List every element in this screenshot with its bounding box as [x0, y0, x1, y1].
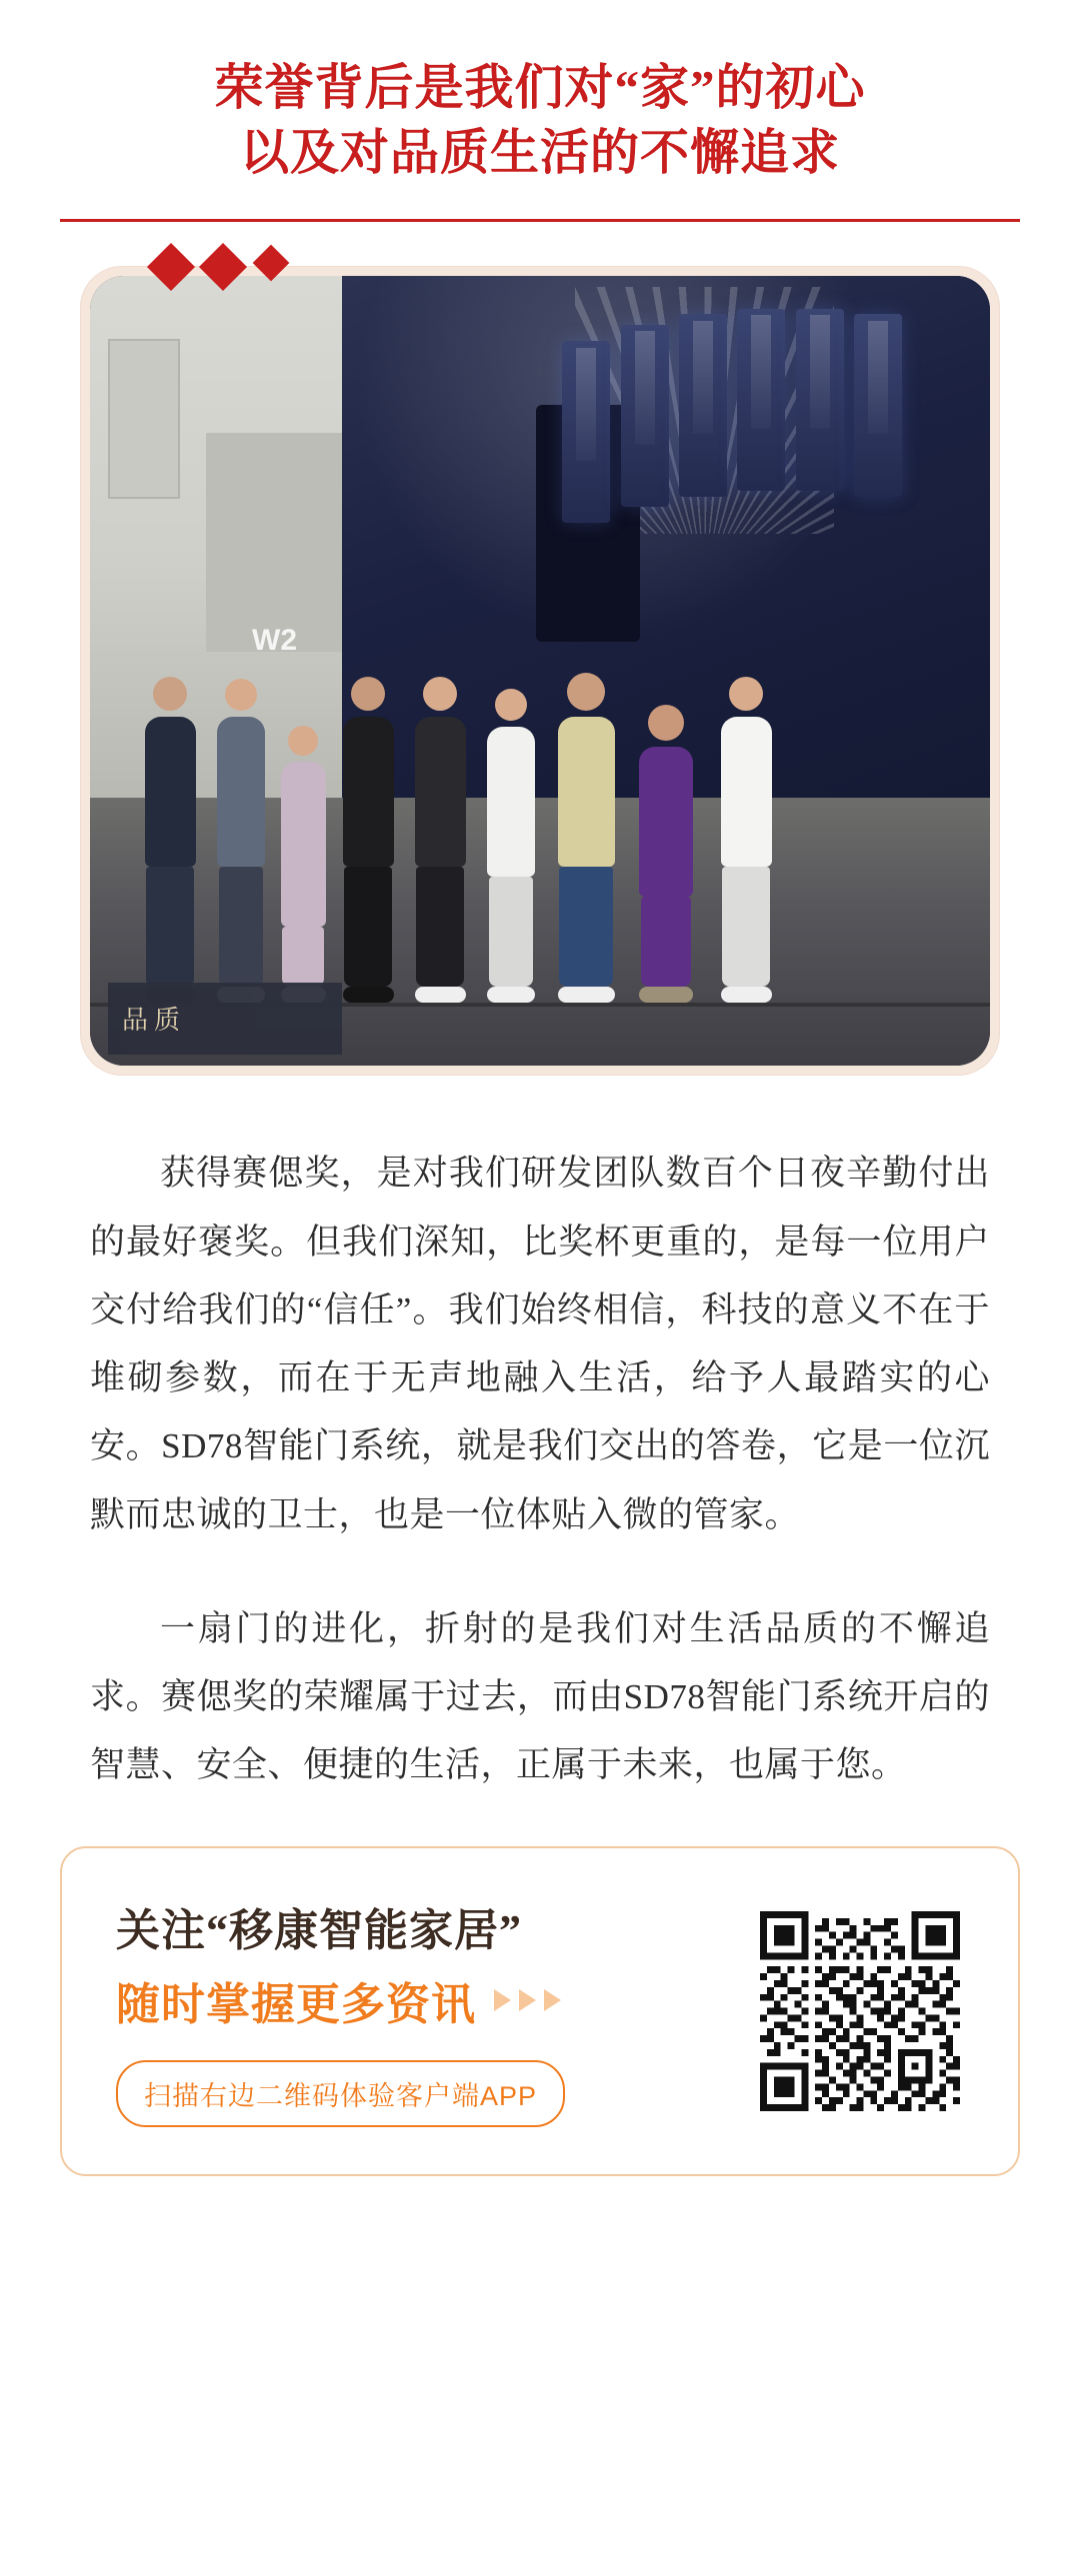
photo-frame	[80, 266, 1000, 1076]
person-figure	[423, 677, 457, 1003]
hall-doorway	[206, 433, 359, 652]
person-figure	[225, 679, 257, 1003]
photo-scene	[90, 276, 990, 1066]
award-panel	[796, 309, 844, 492]
cta-subtitle-row	[116, 1968, 565, 2032]
person-figure	[351, 677, 385, 1003]
diamond-icon	[199, 243, 247, 291]
person-figure	[729, 677, 763, 1003]
follow-cta-card[interactable]	[60, 1846, 1020, 2176]
photo-block	[80, 266, 1000, 1076]
cta-text-block	[116, 1894, 565, 2127]
qr-code[interactable]	[756, 1907, 964, 2115]
award-panel	[621, 325, 669, 508]
arrow-right-icon	[544, 1989, 561, 2011]
wall-panel	[108, 339, 179, 499]
person-figure	[567, 673, 605, 1003]
page-title	[0, 0, 1080, 222]
award-panel	[562, 341, 610, 524]
scan-hint-pill[interactable]: 扫描右边二维码体验客户端APP	[116, 2060, 565, 2127]
headline-divider	[60, 219, 1020, 222]
person-figure	[495, 689, 527, 1003]
award-panel	[737, 309, 785, 492]
article-paragraph-1: 获得赛偲奖，是对我们研发团队数百个日夜辛勤付出的最好褒奖。但我们深知，比奖杯更重的，是每一位用户交付给我们的“信任”。我们始终相信，科技的意义不在于堆砌参数，而在于无声地融入生活，给予人最踏实的心安。SD78智能门系统，就是我们交出的答卷，它是一位沉默而忠诚的卫士，也是一位体贴入微的管家。	[90, 1154, 990, 1534]
headline-line-2: 以及对品质生活的不懈追求	[239, 124, 840, 180]
headline-line-1: 荣誉背后是我们对“家”的初心	[214, 60, 866, 115]
award-panel	[854, 314, 902, 497]
event-photo	[90, 276, 990, 1066]
arrow-right-icon	[519, 1989, 536, 2011]
award-panel	[679, 314, 727, 497]
booth-floor-banner: 品质	[108, 983, 342, 1054]
diamond-decoration	[154, 250, 284, 284]
diamond-icon	[147, 243, 195, 291]
cta-title: 关注“移康智能家居”	[116, 1906, 522, 1956]
article-paragraph-2: 一扇门的进化，折射的是我们对生活品质的不懈追求。赛偲奖的荣耀属于过去，而由SD78智能门系统开启的智慧、安全、便捷的生活，正属于未来，也属于您。	[90, 1608, 990, 1785]
person-figure	[288, 726, 318, 1003]
qr-code-image	[760, 1911, 960, 2111]
person-figure	[153, 677, 187, 1003]
arrow-right-icon	[494, 1989, 511, 2011]
arrow-decoration	[494, 1989, 561, 2011]
diamond-icon	[253, 245, 290, 282]
article-body	[90, 1140, 990, 1799]
cta-subtitle: 随时掌握更多资讯	[116, 1980, 476, 2030]
person-figure	[648, 705, 684, 1003]
hall-sign: W2	[252, 623, 297, 657]
